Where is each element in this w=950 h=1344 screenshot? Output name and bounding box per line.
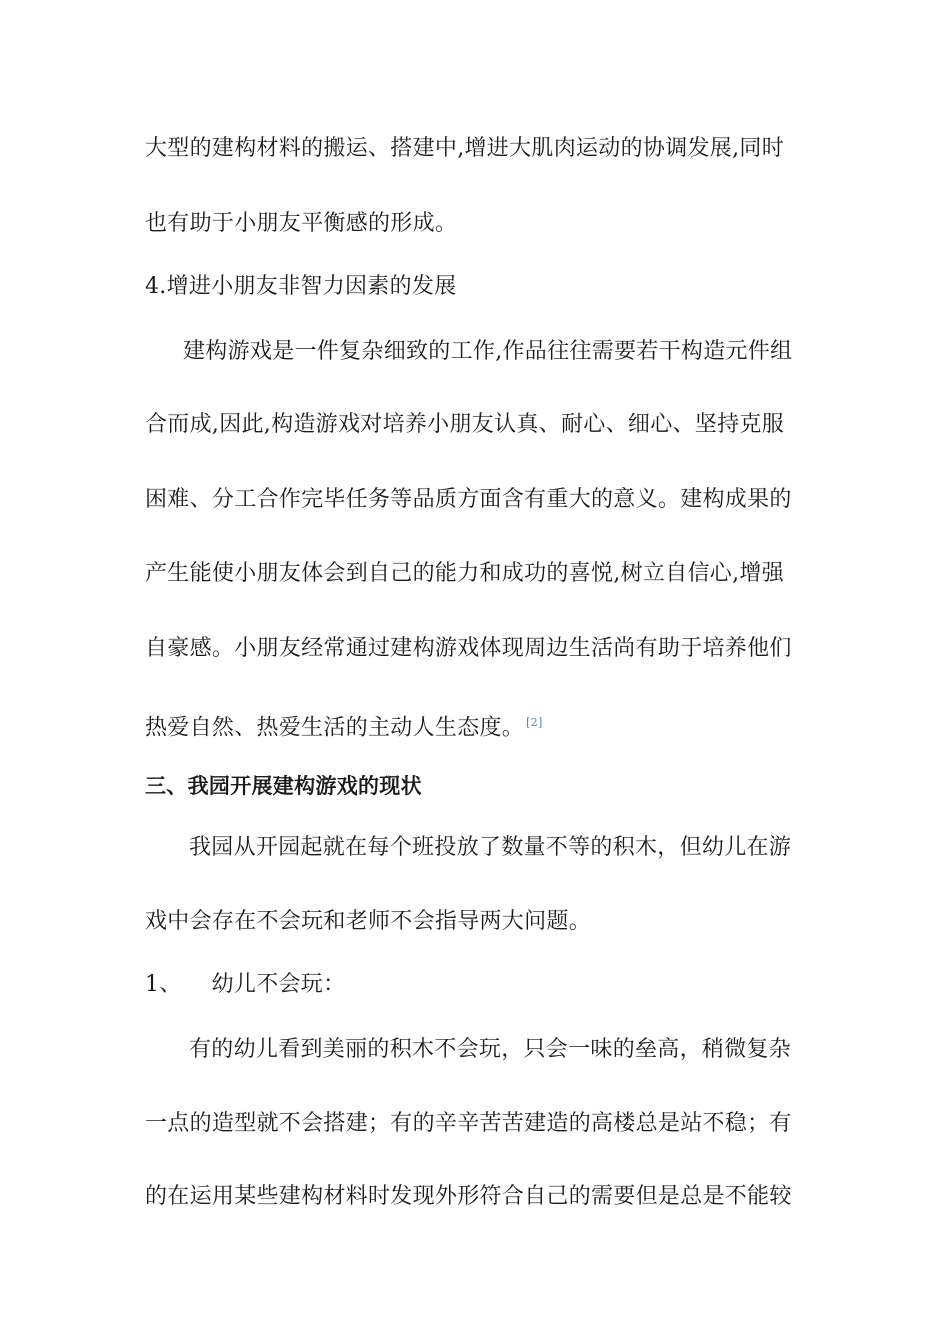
paragraph-line: 也有助于小朋友平衡感的形成。 bbox=[145, 211, 458, 236]
list-item-label: 幼儿不会玩： bbox=[211, 972, 346, 997]
list-item bbox=[145, 970, 345, 1000]
paragraph-line: 我园从开园起就在每个班投放了数量不等的积木，但幼儿在游 bbox=[189, 835, 792, 860]
section-heading: 4.增进小朋友非智力因素的发展 bbox=[145, 274, 457, 299]
list-number: 1、 bbox=[145, 972, 182, 997]
paragraph-line: 有的幼儿看到美丽的积木不会玩，只会一味的垒高，稍微复杂 bbox=[189, 1037, 792, 1062]
paragraph-line: 自豪感。小朋友经常通过建构游戏体现周边生活尚有助于培养他们 bbox=[145, 636, 792, 661]
chapter-heading: 三、我园开展建构游戏的现状 bbox=[145, 774, 422, 798]
paragraph-line: 大型的建构材料的搬运、搭建中,增进大肌肉运动的协调发展,同时 bbox=[145, 136, 784, 161]
paragraph-line-with-citation bbox=[145, 708, 543, 743]
paragraph-line: 建构游戏是一件复杂细致的工作,作品往往需要若干构造元件组 bbox=[183, 339, 793, 364]
paragraph-line: 困难、分工合作完毕任务等品质方面含有重大的意义。建构成果的 bbox=[145, 487, 792, 512]
paragraph-line: 合而成,因此,构造游戏对培养小朋友认真、耐心、细心、坚持克服 bbox=[145, 412, 784, 437]
paragraph-line: 的在运用某些建构材料时发现外形符合自己的需要但是总是不能较 bbox=[145, 1184, 792, 1209]
citation-link[interactable]: [2] bbox=[526, 716, 543, 729]
paragraph-line: 戏中会存在不会玩和老师不会指导两大问题。 bbox=[145, 909, 592, 934]
paragraph-text: 热爱自然、热爱生活的主动人生态度。 bbox=[145, 715, 525, 741]
paragraph-line: 产生能使小朋友体会到自己的能力和成功的喜悦,树立自信心,增强 bbox=[145, 561, 784, 586]
paragraph-line: 一点的造型就不会搭建；有的辛辛苦苦建造的高楼总是站不稳；有 bbox=[145, 1111, 792, 1136]
